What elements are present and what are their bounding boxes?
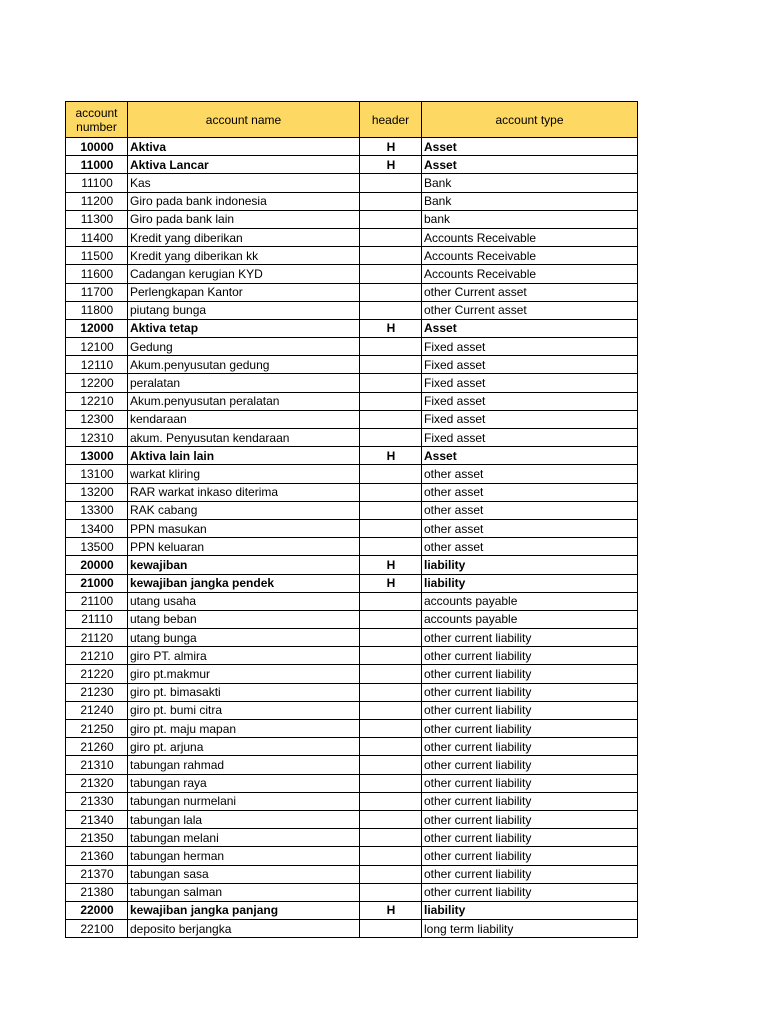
account-type-cell: other current liability [422,720,638,738]
table-row [66,629,638,647]
header-flag-cell [360,228,422,246]
account-type-cell: Asset [422,156,638,174]
account-name-cell: kendaraan [128,410,360,428]
header-flag-cell [360,756,422,774]
account-number-cell: 11700 [66,283,128,301]
account-number-cell: 11800 [66,301,128,319]
account-name-cell: giro pt. bimasakti [128,683,360,701]
account-number-cell: 12300 [66,410,128,428]
account-type-cell: Asset [422,138,638,156]
account-type-cell: liability [422,556,638,574]
table-row [66,138,638,156]
table-row [66,792,638,810]
account-number-cell: 21120 [66,629,128,647]
account-number-cell: 21370 [66,865,128,883]
table-row [66,829,638,847]
account-type-cell: other current liability [422,647,638,665]
account-type-cell: Bank [422,192,638,210]
account-number-cell: 11600 [66,265,128,283]
table-row [66,338,638,356]
account-name-cell: akum. Penyusutan kendaraan [128,429,360,447]
account-name-cell: utang usaha [128,592,360,610]
account-type-cell: Asset [422,447,638,465]
header-flag-cell [360,792,422,810]
account-type-cell: Accounts Receivable [422,247,638,265]
account-type-cell: other asset [422,483,638,501]
account-type-cell: other asset [422,465,638,483]
account-name-cell: Gedung [128,338,360,356]
account-number-cell: 21230 [66,683,128,701]
account-name-cell: tabungan raya [128,774,360,792]
account-name-cell: Aktiva Lancar [128,156,360,174]
header-flag-cell [360,519,422,537]
header-flag-cell [360,501,422,519]
header-flag-cell [360,701,422,719]
account-type-cell: other current liability [422,774,638,792]
account-name-cell: peralatan [128,374,360,392]
table-row [66,865,638,883]
column-header-header: header [360,102,422,138]
account-type-cell: other asset [422,519,638,537]
account-type-cell: other current liability [422,792,638,810]
account-type-cell: other Current asset [422,283,638,301]
table-row [66,483,638,501]
header-flag-cell [360,720,422,738]
chart-of-accounts-sheet [65,101,637,938]
table-row [66,429,638,447]
header-flag-cell: H [360,447,422,465]
account-name-cell: tabungan rahmad [128,756,360,774]
table-row [66,774,638,792]
header-flag-cell [360,174,422,192]
account-name-cell: Giro pada bank lain [128,210,360,228]
table-row [66,665,638,683]
account-number-cell: 21350 [66,829,128,847]
chart-of-accounts-table [65,101,638,938]
table-row [66,847,638,865]
account-number-cell: 11500 [66,247,128,265]
account-number-cell: 21330 [66,792,128,810]
table-row [66,228,638,246]
account-type-cell: other current liability [422,738,638,756]
account-name-cell: Cadangan kerugian KYD [128,265,360,283]
header-flag-cell [360,410,422,428]
account-name-cell: giro pt.makmur [128,665,360,683]
account-name-cell: giro pt. bumi citra [128,701,360,719]
account-name-cell: RAR warkat inkaso diterima [128,483,360,501]
account-number-cell: 13500 [66,538,128,556]
account-type-cell: other current liability [422,865,638,883]
account-type-cell: Fixed asset [422,374,638,392]
account-type-cell: long term liability [422,920,638,938]
account-number-cell: 10000 [66,138,128,156]
header-flag-cell [360,247,422,265]
header-flag-cell [360,847,422,865]
header-flag-cell [360,392,422,410]
account-type-cell: Fixed asset [422,338,638,356]
account-name-cell: tabungan lala [128,810,360,828]
account-type-cell: other current liability [422,756,638,774]
account-number-cell: 21100 [66,592,128,610]
account-type-cell: other current liability [422,683,638,701]
account-number-cell: 21000 [66,574,128,592]
table-row [66,156,638,174]
account-name-cell: giro pt. maju mapan [128,720,360,738]
table-row [66,465,638,483]
table-row [66,519,638,537]
header-flag-cell [360,829,422,847]
account-number-cell: 13300 [66,501,128,519]
account-name-cell: tabungan melani [128,829,360,847]
account-name-cell: kewajiban jangka panjang [128,901,360,919]
account-number-cell: 20000 [66,556,128,574]
account-type-cell: Fixed asset [422,410,638,428]
table-row [66,301,638,319]
table-header [66,102,638,138]
header-flag-cell [360,356,422,374]
account-type-cell: liability [422,901,638,919]
account-name-cell: warkat kliring [128,465,360,483]
account-name-cell: piutang bunga [128,301,360,319]
account-name-cell: deposito berjangka [128,920,360,938]
table-row [66,720,638,738]
table-row [66,356,638,374]
account-number-cell: 13100 [66,465,128,483]
account-name-cell: RAK cabang [128,501,360,519]
header-flag-cell [360,774,422,792]
account-number-cell: 13400 [66,519,128,537]
header-flag-cell [360,610,422,628]
header-flag-cell [360,920,422,938]
account-type-cell: other current liability [422,665,638,683]
account-name-cell: Kredit yang diberikan [128,228,360,246]
header-flag-cell: H [360,319,422,337]
account-type-cell: other current liability [422,701,638,719]
header-flag-cell [360,192,422,210]
table-body [66,138,638,938]
table-row [66,556,638,574]
table-row [66,592,638,610]
header-flag-cell: H [360,138,422,156]
table-row [66,192,638,210]
account-type-cell: other current liability [422,847,638,865]
account-number-cell: 21260 [66,738,128,756]
table-row [66,738,638,756]
table-row [66,319,638,337]
header-flag-cell [360,465,422,483]
header-flag-cell [360,647,422,665]
account-type-cell: Fixed asset [422,429,638,447]
account-number-cell: 13000 [66,447,128,465]
table-row [66,538,638,556]
account-name-cell: Aktiva tetap [128,319,360,337]
account-number-cell: 21360 [66,847,128,865]
column-header-account-number: account number [66,102,128,138]
account-number-cell: 22000 [66,901,128,919]
table-row [66,810,638,828]
header-flag-cell [360,810,422,828]
column-header-account-type: account type [422,102,638,138]
account-number-cell: 13200 [66,483,128,501]
account-name-cell: tabungan sasa [128,865,360,883]
table-row [66,265,638,283]
column-header-account-name: account name [128,102,360,138]
account-number-cell: 21210 [66,647,128,665]
account-number-cell: 21110 [66,610,128,628]
table-row [66,683,638,701]
header-flag-cell [360,538,422,556]
account-number-cell: 11400 [66,228,128,246]
header-flag-cell [360,683,422,701]
account-number-cell: 21320 [66,774,128,792]
header-flag-cell [360,738,422,756]
account-type-cell: accounts payable [422,610,638,628]
header-flag-cell [360,429,422,447]
header-flag-cell [360,210,422,228]
header-flag-cell [360,265,422,283]
table-row [66,392,638,410]
header-flag-cell [360,338,422,356]
table-row [66,574,638,592]
table-row [66,174,638,192]
account-type-cell: other current liability [422,810,638,828]
account-type-cell: Fixed asset [422,392,638,410]
account-number-cell: 21220 [66,665,128,683]
account-number-cell: 12200 [66,374,128,392]
table-row [66,374,638,392]
table-row [66,756,638,774]
header-flag-cell: H [360,556,422,574]
header-flag-cell [360,592,422,610]
account-type-cell: other current liability [422,629,638,647]
table-row [66,647,638,665]
header-row [66,102,638,138]
account-number-cell: 11100 [66,174,128,192]
account-type-cell: Accounts Receivable [422,228,638,246]
account-type-cell: accounts payable [422,592,638,610]
header-flag-cell [360,283,422,301]
account-number-cell: 12100 [66,338,128,356]
account-type-cell: other current liability [422,829,638,847]
account-number-cell: 22100 [66,920,128,938]
account-name-cell: tabungan nurmelani [128,792,360,810]
account-number-cell: 21250 [66,720,128,738]
account-type-cell: other current liability [422,883,638,901]
header-flag-cell [360,883,422,901]
header-flag-cell [360,665,422,683]
account-number-cell: 21310 [66,756,128,774]
table-row [66,447,638,465]
header-flag-cell [360,374,422,392]
table-row [66,247,638,265]
account-name-cell: Akum.penyusutan peralatan [128,392,360,410]
account-type-cell: Fixed asset [422,356,638,374]
account-number-cell: 21340 [66,810,128,828]
account-type-cell: Asset [422,319,638,337]
account-type-cell: liability [422,574,638,592]
account-number-cell: 11300 [66,210,128,228]
account-number-cell: 21380 [66,883,128,901]
table-row [66,610,638,628]
account-name-cell: Aktiva [128,138,360,156]
account-name-cell: Giro pada bank indonesia [128,192,360,210]
account-name-cell: utang bunga [128,629,360,647]
header-flag-cell [360,483,422,501]
header-flag-cell [360,865,422,883]
account-name-cell: giro pt. arjuna [128,738,360,756]
account-name-cell: Kas [128,174,360,192]
account-type-cell: Accounts Receivable [422,265,638,283]
table-row [66,883,638,901]
account-type-cell: Bank [422,174,638,192]
account-name-cell: Akum.penyusutan gedung [128,356,360,374]
account-name-cell: kewajiban [128,556,360,574]
header-flag-cell: H [360,574,422,592]
account-name-cell: giro PT. almira [128,647,360,665]
account-number-cell: 11000 [66,156,128,174]
account-number-cell: 11200 [66,192,128,210]
table-row [66,701,638,719]
account-type-cell: other asset [422,538,638,556]
account-type-cell: bank [422,210,638,228]
table-row [66,501,638,519]
account-number-cell: 12310 [66,429,128,447]
account-name-cell: Perlengkapan Kantor [128,283,360,301]
account-name-cell: tabungan salman [128,883,360,901]
account-number-cell: 21240 [66,701,128,719]
account-type-cell: other asset [422,501,638,519]
header-flag-cell: H [360,901,422,919]
header-flag-cell [360,629,422,647]
account-name-cell: tabungan herman [128,847,360,865]
account-name-cell: PPN masukan [128,519,360,537]
account-name-cell: PPN keluaran [128,538,360,556]
table-row [66,210,638,228]
account-number-cell: 12000 [66,319,128,337]
account-name-cell: utang beban [128,610,360,628]
table-row [66,901,638,919]
table-row [66,410,638,428]
account-number-cell: 12210 [66,392,128,410]
header-flag-cell: H [360,156,422,174]
account-name-cell: Kredit yang diberikan kk [128,247,360,265]
account-number-cell: 12110 [66,356,128,374]
header-flag-cell [360,301,422,319]
account-name-cell: Aktiva lain lain [128,447,360,465]
account-name-cell: kewajiban jangka pendek [128,574,360,592]
table-row [66,920,638,938]
account-type-cell: other Current asset [422,301,638,319]
table-row [66,283,638,301]
